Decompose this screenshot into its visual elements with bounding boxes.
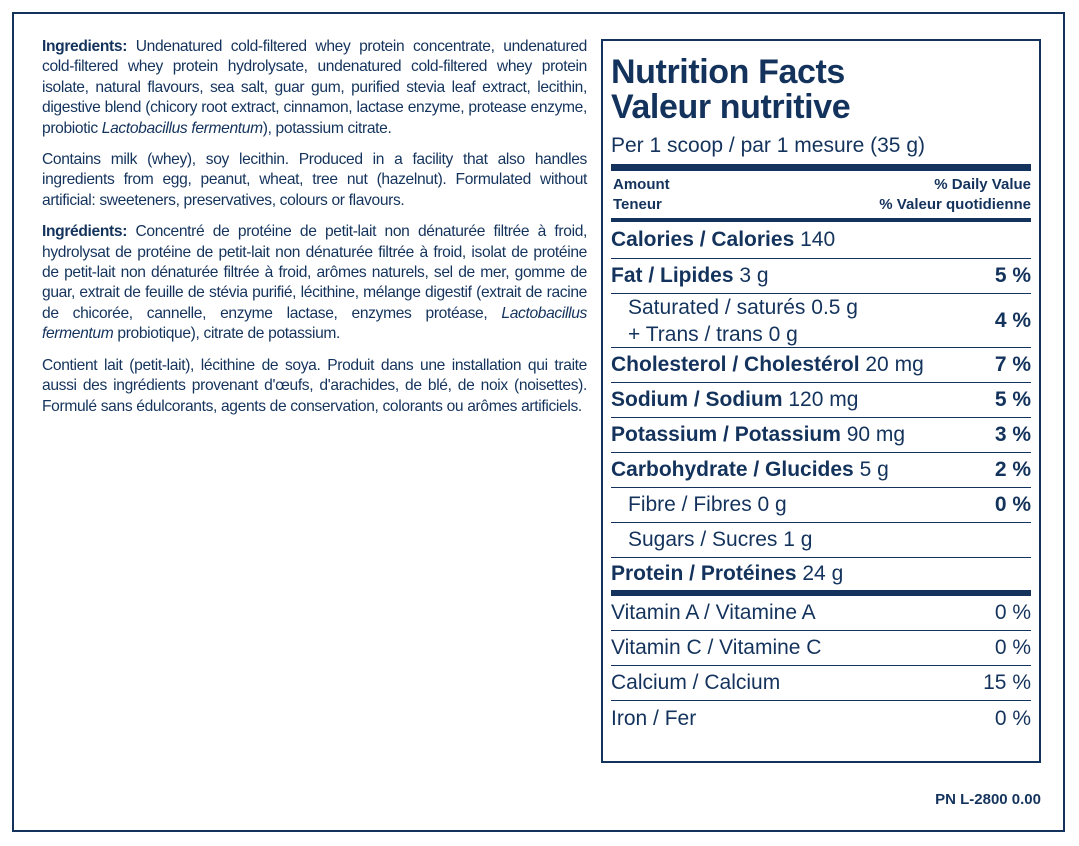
row-saturated-trans [611,294,1031,348]
carb-label-group [611,458,889,482]
dv-en: % Daily Value [934,176,1031,193]
ingredients-en-text: Undenatured cold-filtered whey protein concentrate, undenatured cold-filtered whey protein hydrolysate, undenatured cold-filtered whey protein isolate, natural flavours, sea salt, guar gum, purified stevia leaf extract, lecithin, digestive blend (chicory root extract, cinnamon, lactase enzyme, protease enzyme, probiotic [42,38,587,137]
ingredients-fr-label: Ingrédients: [42,223,128,241]
protein-amount: 24 g [796,562,844,585]
trans-label: + Trans / trans 0 g [628,322,798,346]
sat-trans-label-group [628,294,858,348]
ingredients-en-label: Ingredients: [42,38,128,55]
ingredients-en [42,37,587,139]
sodium-pct: 5 % [994,388,1031,411]
protein-label-group [611,562,843,586]
calories-label: Calories / Calories [611,228,795,251]
row-sugars [611,523,1031,558]
potassium-pct: 3 % [994,423,1031,446]
ingredients-fr-text-end: probiotique), citrate de potassium. [113,325,341,343]
amount-fr: Teneur [613,196,662,213]
saturated-label: Saturated / saturés 0.5 g [628,295,858,319]
row-fibre [611,488,1031,523]
row-fat [611,259,1031,294]
calories-value: 140 [794,228,836,251]
row-vitamin-a [611,596,1031,631]
fat-label: Fat / Lipides [611,264,734,287]
row-vitamin-c [611,631,1031,666]
iron-label: Iron / Fer [611,706,697,730]
potassium-label-group [611,423,905,447]
vitamin-c-pct: 0 % [994,636,1031,659]
sugars-label: Sugars / Sucres 1 g [628,528,813,551]
fibre-label: Fibre / Fibres 0 g [628,493,787,516]
ingredients-column [42,37,587,428]
vitamin-a-pct: 0 % [994,601,1031,624]
dv-fr: % Valeur quotidienne [879,196,1031,213]
amount-en: Amount [613,176,670,193]
fat-label-group [611,264,769,288]
fibre-pct: 0 % [994,493,1031,516]
row-carbohydrate [611,453,1031,488]
dv-header [879,175,1031,215]
sodium-label: Sodium / Sodium [611,388,783,411]
row-calcium [611,666,1031,701]
amount-header [613,175,670,215]
ingredients-en-text-end: ), potassium citrate. [262,119,392,137]
chol-label-group [611,353,924,377]
potassium-amount: 90 mg [840,423,906,446]
carb-label: Carbohydrate / Glucides [611,458,854,481]
carb-amount: 5 g [853,458,889,481]
contains-fr: Contient lait (petit-lait), lécithine de soya. Produit dans une installation qui traite aussi des ingrédients provenant d'œufs, d'arachides, de blé, de noix (noisettes). Formulé sans édulcorants, agents de conservation, colorants ou arômes artificiels. [42,356,587,415]
fat-pct: 5 % [994,264,1031,287]
nutrition-facts-table [601,39,1041,763]
chol-amount: 20 mg [859,353,924,376]
ingredients-fr-italic: Lactobacillus fermentum [42,304,587,343]
nutrition-title-en: Nutrition Facts [611,53,845,91]
sodium-amount: 120 mg [782,388,859,411]
row-protein [611,558,1031,596]
sat-trans-pct: 4 % [994,308,1031,332]
row-potassium [611,418,1031,453]
nutrition-title-fr: Valeur nutritive [611,88,851,126]
potassium-label: Potassium / Potassium [611,423,841,446]
nutrition-title [611,55,1031,125]
part-number: PN L-2800 0.00 [935,791,1041,808]
iron-pct: 0 % [994,706,1031,730]
chol-label: Cholesterol / Cholestérol [611,353,860,376]
calcium-label: Calcium / Calcium [611,671,781,694]
row-iron [611,701,1031,736]
calories-label-group [611,228,835,252]
row-calories [611,222,1031,259]
ingredients-fr-text: Concentré de protéine de petit-lait non dénaturée filtrée à froid, hydrolysat de protéine de petit-lait non dénaturée filtrée à froid, isolat de protéine de petit-lait non dénaturée filtrée à froid, arômes naturels, sel de mer, gomme de guar, extrait de feuille de stévia purifié, lécithine, mélange digestif (extrait de racine de chicorée, cannelle, enzyme lactase, enzymes protéase, [42,223,587,322]
ingredients-en-italic: Lactobacillus fermentum [101,119,263,137]
calcium-pct: 15 % [983,671,1031,694]
row-sodium [611,383,1031,418]
ingredients-fr [42,222,587,344]
chol-pct: 7 % [994,353,1031,376]
column-header [611,171,1031,222]
contains-en: Contains milk (whey), soy lecithin. Produced in a facility that also handles ingredients from egg, peanut, wheat, tree nut (hazelnut). Formulated without artificial: sweeteners, preservatives, colours or flavours. [42,151,587,209]
protein-label: Protein / Protéines [611,562,797,585]
vitamin-c-label: Vitamin C / Vitamine C [611,636,822,659]
serving-size: Per 1 scoop / par 1 mesure (35 g) [611,134,1031,171]
row-cholesterol [611,348,1031,383]
sodium-label-group [611,388,858,412]
fat-amount: 3 g [733,264,769,287]
carb-pct: 2 % [994,458,1031,481]
vitamin-a-label: Vitamin A / Vitamine A [611,601,816,624]
